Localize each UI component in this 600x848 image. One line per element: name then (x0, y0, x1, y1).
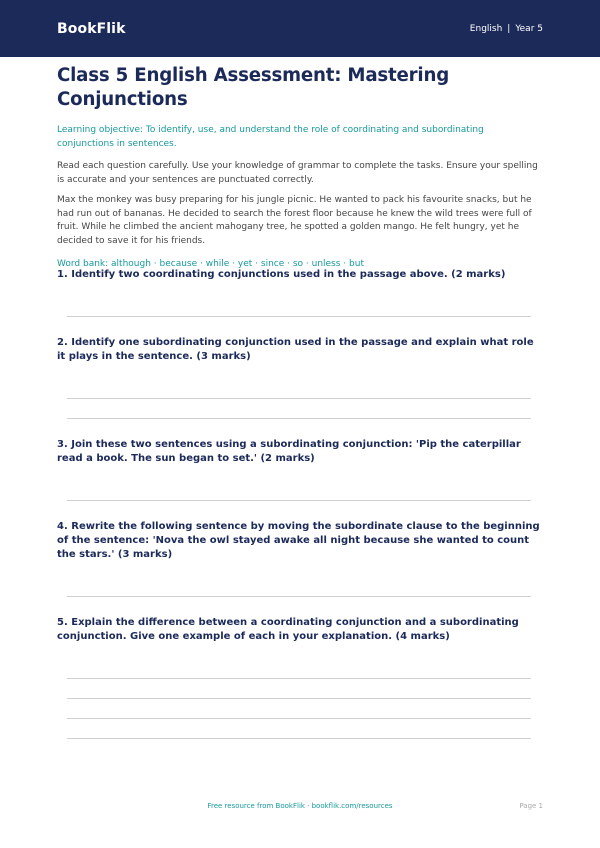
page-header (0, 0, 600, 57)
page-footer (0, 802, 600, 814)
question-3: 3. Join these two sentences using a subordinating conjunction: 'Pip the caterpillar read a book. The sun began to set.' (2 marks) (57, 439, 521, 464)
year-label: Year 5 (515, 23, 543, 34)
meta-separator: | (507, 23, 511, 34)
header-meta (470, 24, 543, 34)
answer-line[interactable] (67, 678, 531, 679)
page-number: Page 1 (519, 802, 543, 810)
learning-objective: Learning objective: To identify, use, and understand the role of coordinating and subordinating conjunctions in sentences. (57, 125, 484, 149)
answer-line[interactable] (67, 418, 531, 419)
answer-line[interactable] (67, 500, 531, 501)
question-5: 5. Explain the difference between a coordinating conjunction and a subordinating conjunction. Give one example of each in your explanation. (4 marks) (57, 617, 519, 642)
question-4: 4. Rewrite the following sentence by moving the subordinate clause to the beginning of the sentence: 'Nova the owl stayed awake all night because she wanted to count the stars.' (3 marks) (57, 521, 540, 560)
intro-section (57, 64, 543, 272)
word-bank: Word bank: although · because · while · yet · since · so · unless · but (57, 259, 364, 269)
subject-label: English (469, 23, 503, 34)
question-1: 1. Identify two coordinating conjunctions used in the passage above. (2 marks) (57, 269, 506, 280)
brand-logo: BookFlik (57, 20, 126, 37)
page-title: Class 5 English Assessment: Mastering Conjunctions (57, 65, 450, 110)
answer-line[interactable] (67, 398, 531, 399)
answer-line[interactable] (67, 738, 531, 739)
question-2: 2. Identify one subordinating conjunction used in the passage and explain what role it plays in the sentence. (3 marks) (57, 337, 534, 362)
answer-line[interactable] (67, 596, 531, 597)
reading-passage: Max the monkey was busy preparing for his jungle picnic. He wanted to pack his favourite snacks, but he had run out of bananas. He decided to search the forest floor because he knew the wild trees were full of fruit. While he climbed the ancient mahogany tree, he spotted a golden mango. He felt hungry, yet he decided to save it for his friends. (57, 195, 532, 246)
footer-link[interactable]: Free resource from BookFlik · bookflik.com/resources (207, 802, 393, 810)
answer-line[interactable] (67, 316, 531, 317)
answer-line[interactable] (67, 698, 531, 699)
instructions-text: Read each question carefully. Use your knowledge of grammar to complete the tasks. Ensure your spelling is accurate and your sentences are punctuated correctly. (57, 161, 538, 185)
answer-line[interactable] (67, 718, 531, 719)
